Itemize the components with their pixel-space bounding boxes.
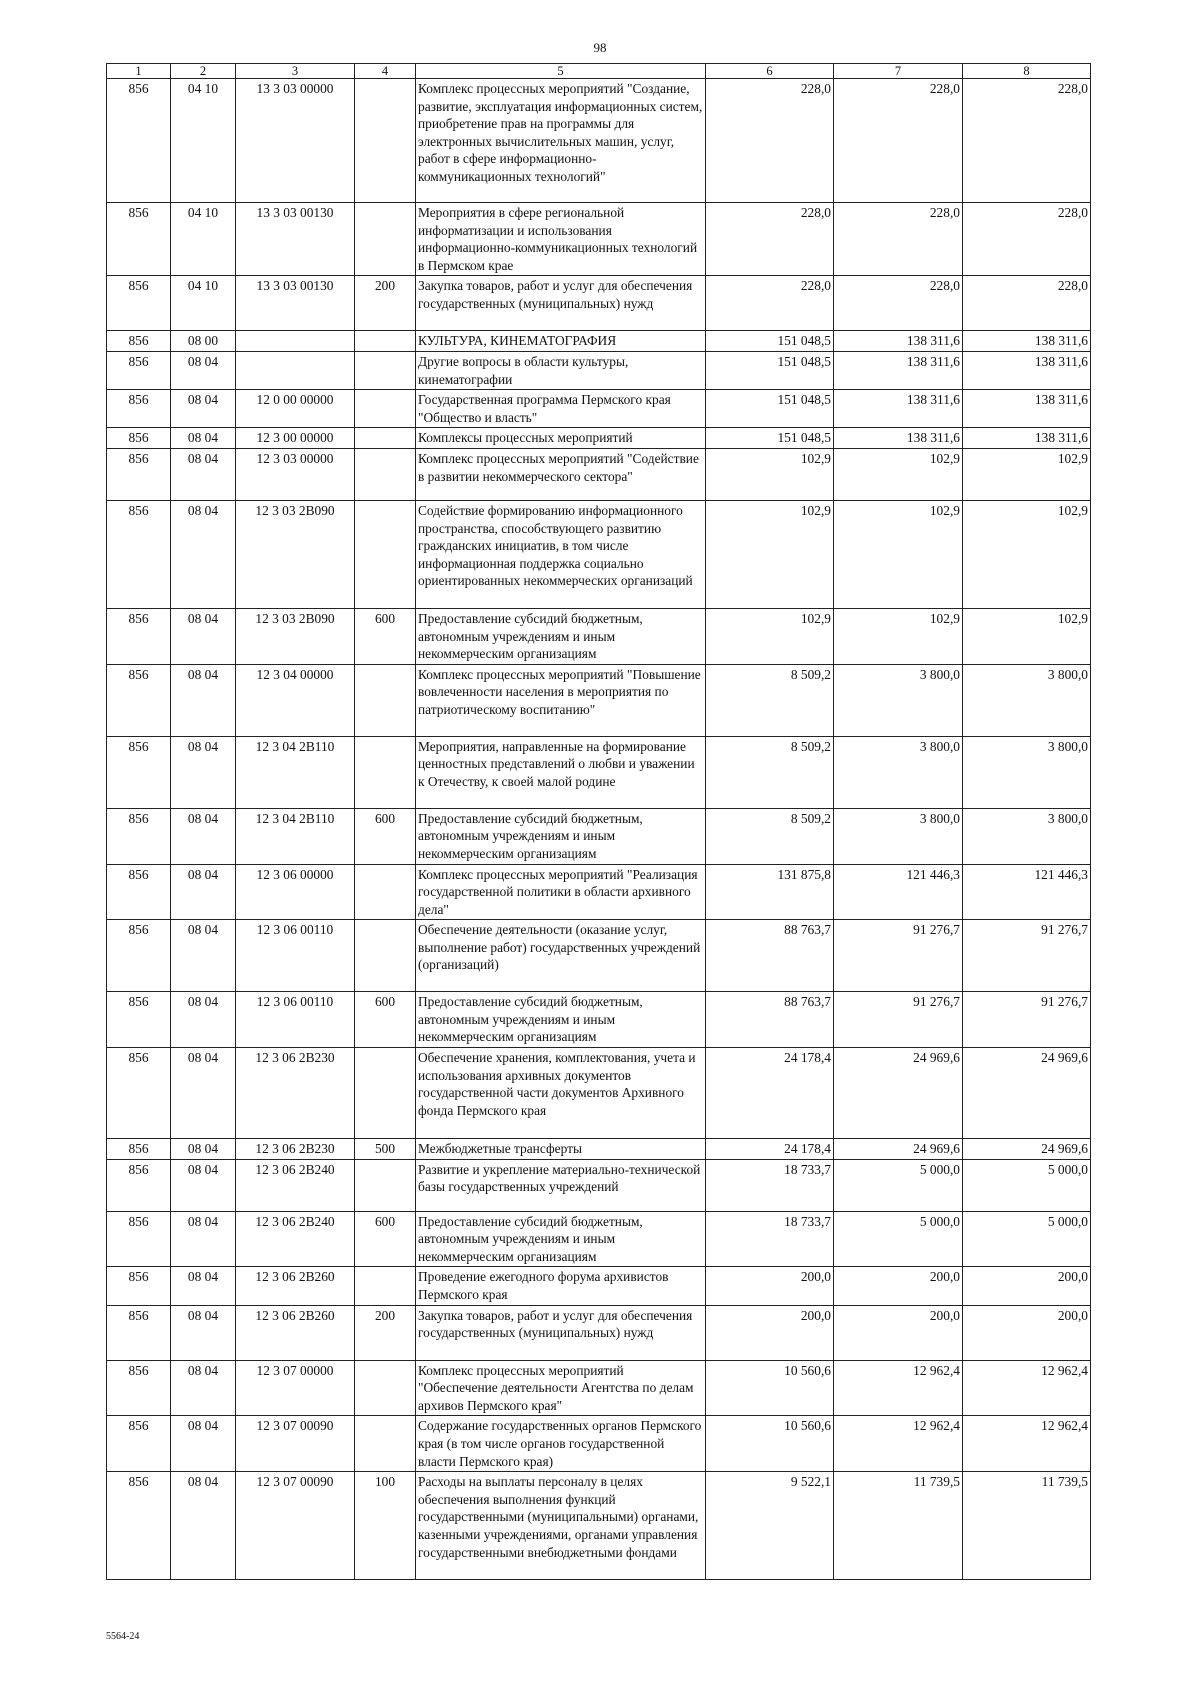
cell-amount-3: 138 311,6 xyxy=(963,390,1091,428)
cell-amount-3: 12 962,4 xyxy=(963,1416,1091,1472)
cell-amount-3: 11 739,5 xyxy=(963,1472,1091,1580)
cell-amount-3: 24 969,6 xyxy=(963,1048,1091,1139)
cell-section: 08 04 xyxy=(171,664,236,736)
column-header: 2 xyxy=(171,64,236,79)
table-row xyxy=(107,428,1091,449)
cell-description: Расходы на выплаты персоналу в целях обеспечения выполнения функций государственными (муниципальными) органами, казенными учреждениями, органами управления государственными внебюджетными фондами xyxy=(416,1472,706,1580)
cell-amount-1: 10 560,6 xyxy=(706,1416,834,1472)
cell-target-article: 12 3 03 2В090 xyxy=(236,608,355,664)
cell-amount-3: 5 000,0 xyxy=(963,1159,1091,1211)
cell-amount-1: 151 048,5 xyxy=(706,390,834,428)
cell-admin-code: 856 xyxy=(107,1472,171,1580)
cell-target-article: 12 3 04 00000 xyxy=(236,664,355,736)
cell-amount-2: 200,0 xyxy=(834,1305,963,1360)
cell-amount-1: 18 733,7 xyxy=(706,1211,834,1267)
cell-description: Предоставление субсидий бюджетным, автономным учреждениям и иным некоммерческим организациям xyxy=(416,808,706,864)
cell-description: Содействие формированию информационного пространства, способствующего развитию гражданских инициатив, в том числе информационная поддержка социально ориентированных некоммерческих организаций xyxy=(416,500,706,608)
cell-amount-2: 3 800,0 xyxy=(834,664,963,736)
cell-section: 08 04 xyxy=(171,1416,236,1472)
cell-admin-code: 856 xyxy=(107,1360,171,1416)
cell-amount-3: 3 800,0 xyxy=(963,736,1091,808)
cell-amount-2: 138 311,6 xyxy=(834,331,963,352)
cell-amount-2: 3 800,0 xyxy=(834,736,963,808)
cell-description: КУЛЬТУРА, КИНЕМАТОГРАФИЯ xyxy=(416,331,706,352)
cell-amount-1: 10 560,6 xyxy=(706,1360,834,1416)
cell-amount-3: 5 000,0 xyxy=(963,1211,1091,1267)
cell-section: 08 04 xyxy=(171,448,236,500)
cell-amount-3: 228,0 xyxy=(963,276,1091,331)
cell-amount-2: 12 962,4 xyxy=(834,1416,963,1472)
cell-description: Проведение ежегодного форума архивистов Пермского края xyxy=(416,1267,706,1305)
cell-admin-code: 856 xyxy=(107,808,171,864)
cell-section: 08 04 xyxy=(171,428,236,449)
cell-admin-code: 856 xyxy=(107,79,171,203)
column-header: 1 xyxy=(107,64,171,79)
cell-expense-type xyxy=(355,79,416,203)
budget-table xyxy=(106,63,1091,1580)
cell-target-article: 12 3 06 00110 xyxy=(236,992,355,1048)
cell-amount-3: 138 311,6 xyxy=(963,428,1091,449)
cell-expense-type xyxy=(355,664,416,736)
cell-amount-2: 138 311,6 xyxy=(834,390,963,428)
cell-amount-3: 138 311,6 xyxy=(963,351,1091,389)
cell-section: 04 10 xyxy=(171,79,236,203)
cell-expense-type: 100 xyxy=(355,1472,416,1580)
cell-section: 08 04 xyxy=(171,736,236,808)
cell-description: Обеспечение хранения, комплектования, учета и использования архивных документов государственной части документов Архивного фонда Пермского края xyxy=(416,1048,706,1139)
cell-expense-type xyxy=(355,428,416,449)
cell-amount-2: 11 739,5 xyxy=(834,1472,963,1580)
cell-target-article: 12 3 00 00000 xyxy=(236,428,355,449)
cell-expense-type: 600 xyxy=(355,1211,416,1267)
cell-amount-3: 138 311,6 xyxy=(963,331,1091,352)
cell-target-article: 13 3 03 00000 xyxy=(236,79,355,203)
cell-expense-type xyxy=(355,500,416,608)
cell-admin-code: 856 xyxy=(107,1416,171,1472)
cell-amount-2: 121 446,3 xyxy=(834,864,963,920)
cell-expense-type: 600 xyxy=(355,808,416,864)
cell-admin-code: 856 xyxy=(107,390,171,428)
cell-target-article: 12 3 07 00000 xyxy=(236,1360,355,1416)
cell-expense-type xyxy=(355,331,416,352)
cell-section: 08 04 xyxy=(171,864,236,920)
table-row xyxy=(107,920,1091,992)
cell-admin-code: 856 xyxy=(107,203,171,276)
cell-admin-code: 856 xyxy=(107,448,171,500)
cell-expense-type xyxy=(355,1416,416,1472)
cell-expense-type xyxy=(355,390,416,428)
table-row xyxy=(107,390,1091,428)
cell-target-article: 12 3 06 00110 xyxy=(236,920,355,992)
table-row xyxy=(107,1211,1091,1267)
column-header: 5 xyxy=(416,64,706,79)
cell-section: 08 04 xyxy=(171,1472,236,1580)
column-header: 4 xyxy=(355,64,416,79)
cell-target-article: 12 3 04 2В110 xyxy=(236,808,355,864)
cell-amount-2: 138 311,6 xyxy=(834,428,963,449)
cell-amount-1: 151 048,5 xyxy=(706,428,834,449)
cell-amount-3: 24 969,6 xyxy=(963,1139,1091,1160)
footer-code: 5564-24 xyxy=(106,1631,140,1642)
cell-admin-code: 856 xyxy=(107,864,171,920)
cell-admin-code: 856 xyxy=(107,1139,171,1160)
cell-amount-3: 12 962,4 xyxy=(963,1360,1091,1416)
cell-expense-type xyxy=(355,351,416,389)
cell-description: Развитие и укрепление материально-технической базы государственных учреждений xyxy=(416,1159,706,1211)
cell-expense-type xyxy=(355,920,416,992)
cell-target-article: 13 3 03 00130 xyxy=(236,276,355,331)
cell-description: Предоставление субсидий бюджетным, автономным учреждениям и иным некоммерческим организациям xyxy=(416,1211,706,1267)
cell-description: Мероприятия, направленные на формирование ценностных представлений о любви и уважении к Отечеству, к своей малой родине xyxy=(416,736,706,808)
table-row xyxy=(107,351,1091,389)
cell-target-article: 12 3 03 00000 xyxy=(236,448,355,500)
cell-section: 08 04 xyxy=(171,992,236,1048)
cell-amount-1: 9 522,1 xyxy=(706,1472,834,1580)
cell-amount-1: 88 763,7 xyxy=(706,992,834,1048)
cell-expense-type xyxy=(355,1267,416,1305)
cell-description: Содержание государственных органов Пермского края (в том числе органов государственной власти Пермского края) xyxy=(416,1416,706,1472)
cell-section: 08 04 xyxy=(171,920,236,992)
cell-amount-2: 91 276,7 xyxy=(834,920,963,992)
cell-amount-2: 138 311,6 xyxy=(834,351,963,389)
cell-expense-type xyxy=(355,448,416,500)
cell-section: 08 04 xyxy=(171,1360,236,1416)
cell-section: 08 04 xyxy=(171,351,236,389)
cell-amount-2: 228,0 xyxy=(834,276,963,331)
cell-description: Комплекс процессных мероприятий "Реализация государственной политики в области архивного дела" xyxy=(416,864,706,920)
table-row xyxy=(107,1305,1091,1360)
table-row xyxy=(107,331,1091,352)
cell-expense-type xyxy=(355,1159,416,1211)
cell-expense-type xyxy=(355,203,416,276)
cell-description: Государственная программа Пермского края "Общество и власть" xyxy=(416,390,706,428)
cell-target-article: 12 3 07 00090 xyxy=(236,1472,355,1580)
table-row xyxy=(107,276,1091,331)
table-body xyxy=(107,79,1091,1580)
cell-amount-3: 228,0 xyxy=(963,203,1091,276)
cell-amount-3: 102,9 xyxy=(963,500,1091,608)
cell-expense-type xyxy=(355,864,416,920)
cell-amount-1: 131 875,8 xyxy=(706,864,834,920)
cell-target-article: 12 3 06 2В260 xyxy=(236,1305,355,1360)
cell-target-article: 12 3 06 2В230 xyxy=(236,1139,355,1160)
cell-amount-2: 24 969,6 xyxy=(834,1048,963,1139)
cell-admin-code: 856 xyxy=(107,276,171,331)
table-row xyxy=(107,500,1091,608)
cell-amount-2: 102,9 xyxy=(834,608,963,664)
cell-admin-code: 856 xyxy=(107,664,171,736)
cell-amount-2: 228,0 xyxy=(834,79,963,203)
cell-target-article: 12 3 06 2В240 xyxy=(236,1159,355,1211)
table-row xyxy=(107,808,1091,864)
cell-amount-3: 121 446,3 xyxy=(963,864,1091,920)
cell-expense-type: 600 xyxy=(355,608,416,664)
cell-section: 08 04 xyxy=(171,1048,236,1139)
cell-amount-2: 12 962,4 xyxy=(834,1360,963,1416)
cell-admin-code: 856 xyxy=(107,608,171,664)
cell-amount-1: 102,9 xyxy=(706,608,834,664)
cell-section: 08 00 xyxy=(171,331,236,352)
cell-section: 08 04 xyxy=(171,1139,236,1160)
table-row xyxy=(107,1360,1091,1416)
cell-amount-3: 200,0 xyxy=(963,1267,1091,1305)
cell-amount-1: 151 048,5 xyxy=(706,351,834,389)
cell-description: Предоставление субсидий бюджетным, автономным учреждениям и иным некоммерческим организациям xyxy=(416,608,706,664)
cell-amount-1: 228,0 xyxy=(706,203,834,276)
cell-description: Предоставление субсидий бюджетным, автономным учреждениям и иным некоммерческим организациям xyxy=(416,992,706,1048)
cell-amount-3: 3 800,0 xyxy=(963,664,1091,736)
cell-expense-type xyxy=(355,736,416,808)
table-row xyxy=(107,1159,1091,1211)
cell-section: 08 04 xyxy=(171,1211,236,1267)
table-row xyxy=(107,736,1091,808)
cell-amount-2: 102,9 xyxy=(834,448,963,500)
cell-target-article: 12 3 04 2В110 xyxy=(236,736,355,808)
cell-amount-1: 24 178,4 xyxy=(706,1139,834,1160)
cell-description: Другие вопросы в области культуры, кинематографии xyxy=(416,351,706,389)
cell-expense-type: 200 xyxy=(355,1305,416,1360)
cell-section: 04 10 xyxy=(171,276,236,331)
cell-description: Комплексы процессных мероприятий xyxy=(416,428,706,449)
cell-amount-3: 91 276,7 xyxy=(963,920,1091,992)
cell-section: 08 04 xyxy=(171,808,236,864)
cell-expense-type xyxy=(355,1048,416,1139)
table-row xyxy=(107,1267,1091,1305)
cell-section: 08 04 xyxy=(171,1267,236,1305)
cell-amount-2: 228,0 xyxy=(834,203,963,276)
cell-section: 08 04 xyxy=(171,500,236,608)
cell-description: Закупка товаров, работ и услуг для обеспечения государственных (муниципальных) нужд xyxy=(416,1305,706,1360)
cell-target-article: 12 3 06 2В240 xyxy=(236,1211,355,1267)
cell-section: 04 10 xyxy=(171,203,236,276)
table-row xyxy=(107,203,1091,276)
cell-section: 08 04 xyxy=(171,390,236,428)
cell-target-article: 12 3 03 2В090 xyxy=(236,500,355,608)
cell-admin-code: 856 xyxy=(107,1048,171,1139)
cell-amount-2: 3 800,0 xyxy=(834,808,963,864)
cell-target-article xyxy=(236,351,355,389)
cell-amount-3: 102,9 xyxy=(963,448,1091,500)
cell-amount-1: 102,9 xyxy=(706,500,834,608)
cell-amount-1: 200,0 xyxy=(706,1305,834,1360)
cell-amount-1: 8 509,2 xyxy=(706,808,834,864)
table-row xyxy=(107,864,1091,920)
table-row xyxy=(107,79,1091,203)
cell-amount-3: 228,0 xyxy=(963,79,1091,203)
cell-admin-code: 856 xyxy=(107,1267,171,1305)
table-row xyxy=(107,448,1091,500)
table-header-row xyxy=(107,64,1091,79)
cell-description: Мероприятия в сфере региональной информатизации и использования информационно-коммуникационных технологий в Пермском крае xyxy=(416,203,706,276)
cell-target-article: 12 0 00 00000 xyxy=(236,390,355,428)
table-row xyxy=(107,1048,1091,1139)
cell-admin-code: 856 xyxy=(107,428,171,449)
cell-amount-1: 228,0 xyxy=(706,276,834,331)
column-header: 8 xyxy=(963,64,1091,79)
cell-description: Комплекс процессных мероприятий "Обеспечение деятельности Агентства по делам архивов Пермского края" xyxy=(416,1360,706,1416)
column-header: 6 xyxy=(706,64,834,79)
cell-amount-2: 24 969,6 xyxy=(834,1139,963,1160)
cell-amount-1: 151 048,5 xyxy=(706,331,834,352)
cell-admin-code: 856 xyxy=(107,736,171,808)
cell-amount-3: 91 276,7 xyxy=(963,992,1091,1048)
cell-target-article: 12 3 06 2В260 xyxy=(236,1267,355,1305)
cell-admin-code: 856 xyxy=(107,1305,171,1360)
table-row xyxy=(107,664,1091,736)
cell-amount-2: 91 276,7 xyxy=(834,992,963,1048)
cell-amount-2: 102,9 xyxy=(834,500,963,608)
table-row xyxy=(107,1416,1091,1472)
cell-admin-code: 856 xyxy=(107,1159,171,1211)
cell-target-article: 12 3 07 00090 xyxy=(236,1416,355,1472)
cell-amount-2: 200,0 xyxy=(834,1267,963,1305)
cell-admin-code: 856 xyxy=(107,500,171,608)
cell-admin-code: 856 xyxy=(107,351,171,389)
cell-amount-1: 8 509,2 xyxy=(706,736,834,808)
cell-amount-1: 8 509,2 xyxy=(706,664,834,736)
cell-target-article: 12 3 06 2В230 xyxy=(236,1048,355,1139)
cell-amount-1: 228,0 xyxy=(706,79,834,203)
cell-expense-type: 500 xyxy=(355,1139,416,1160)
cell-target-article: 13 3 03 00130 xyxy=(236,203,355,276)
column-header: 7 xyxy=(834,64,963,79)
cell-description: Межбюджетные трансферты xyxy=(416,1139,706,1160)
cell-expense-type xyxy=(355,1360,416,1416)
cell-admin-code: 856 xyxy=(107,920,171,992)
cell-description: Закупка товаров, работ и услуг для обеспечения государственных (муниципальных) нужд xyxy=(416,276,706,331)
cell-expense-type: 600 xyxy=(355,992,416,1048)
cell-amount-2: 5 000,0 xyxy=(834,1159,963,1211)
table-row xyxy=(107,1472,1091,1580)
cell-amount-1: 24 178,4 xyxy=(706,1048,834,1139)
cell-admin-code: 856 xyxy=(107,331,171,352)
table-row xyxy=(107,992,1091,1048)
cell-admin-code: 856 xyxy=(107,1211,171,1267)
cell-amount-1: 18 733,7 xyxy=(706,1159,834,1211)
cell-amount-1: 88 763,7 xyxy=(706,920,834,992)
cell-description: Комплекс процессных мероприятий "Повышение вовлеченности населения в мероприятия по патриотическому воспитанию" xyxy=(416,664,706,736)
cell-amount-3: 3 800,0 xyxy=(963,808,1091,864)
cell-amount-3: 200,0 xyxy=(963,1305,1091,1360)
cell-amount-2: 5 000,0 xyxy=(834,1211,963,1267)
cell-amount-1: 102,9 xyxy=(706,448,834,500)
cell-description: Обеспечение деятельности (оказание услуг, выполнение работ) государственных учреждений (организаций) xyxy=(416,920,706,992)
cell-amount-3: 102,9 xyxy=(963,608,1091,664)
cell-admin-code: 856 xyxy=(107,992,171,1048)
cell-description: Комплекс процессных мероприятий "Создание, развитие, эксплуатация информационных систем, приобретение прав на программы для электронных вычислительных машин, услуг, работ в сфере информационно-коммуникационных технологий" xyxy=(416,79,706,203)
cell-target-article: 12 3 06 00000 xyxy=(236,864,355,920)
cell-expense-type: 200 xyxy=(355,276,416,331)
cell-target-article xyxy=(236,331,355,352)
cell-description: Комплекс процессных мероприятий "Содействие в развитии некоммерческого сектора" xyxy=(416,448,706,500)
table-row xyxy=(107,608,1091,664)
cell-section: 08 04 xyxy=(171,1159,236,1211)
cell-amount-1: 200,0 xyxy=(706,1267,834,1305)
table-row xyxy=(107,1139,1091,1160)
cell-section: 08 04 xyxy=(171,608,236,664)
column-header: 3 xyxy=(236,64,355,79)
cell-section: 08 04 xyxy=(171,1305,236,1360)
page-number: 98 xyxy=(593,40,607,55)
